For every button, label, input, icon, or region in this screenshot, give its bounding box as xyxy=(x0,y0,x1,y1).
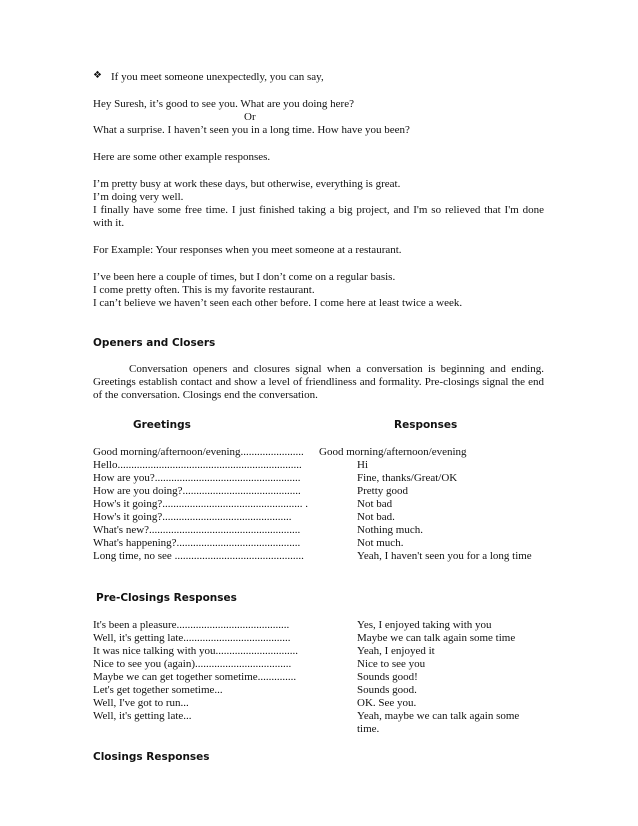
greeting-right: Hi xyxy=(357,459,368,471)
greeting-right: Yeah, I haven't seen you for a long time xyxy=(357,550,532,562)
pre-closing-left: Nice to see you (again)................................... xyxy=(93,658,292,670)
greeting-right: Not much. xyxy=(357,537,404,549)
greeting-left: How are you?..................................................... xyxy=(93,472,301,484)
example-greeting-1: Hey Suresh, it’s good to see you. What are you doing here? xyxy=(93,98,354,110)
pre-closing-right-continued: time. xyxy=(357,723,380,735)
restaurant-response: I’ve been here a couple of times, but I don’t come on a regular basis. xyxy=(93,271,396,283)
closings-heading: Closings Responses xyxy=(93,751,210,763)
greeting-left: What's happening?............................................. xyxy=(93,537,301,549)
pre-closing-left: Well, it's getting late... xyxy=(93,710,192,722)
restaurant-intro: For Example: Your responses when you meet someone at a restaurant. xyxy=(93,244,402,256)
pre-closing-left: It was nice talking with you.............................. xyxy=(93,645,299,657)
greeting-right: Not bad xyxy=(357,498,393,510)
restaurant-response: I come pretty often. This is my favorite restaurant. xyxy=(93,284,315,296)
pre-closings-heading: Pre-Closings Responses xyxy=(96,592,237,604)
greeting-left: Hello................................................................... xyxy=(93,459,302,471)
response-line: I’m doing very well. xyxy=(93,191,184,203)
greeting-right: Good morning/afternoon/evening xyxy=(319,446,467,458)
pre-closing-left: It's been a pleasure......................................... xyxy=(93,619,290,631)
pre-closing-right: Sounds good! xyxy=(357,671,418,683)
four-diamond-bullet-icon xyxy=(93,71,103,81)
greeting-right: Fine, thanks/Great/OK xyxy=(357,472,458,484)
greeting-left: How's it going?............................................... xyxy=(93,511,292,523)
greeting-left: What's new?....................................................... xyxy=(93,524,301,536)
response-line: I’m pretty busy at work these days, but otherwise, everything is great. xyxy=(93,178,401,190)
pre-closing-right: Nice to see you xyxy=(357,658,426,670)
greeting-left: Long time, no see ............................................... xyxy=(93,550,304,562)
pre-closing-right: Yeah, I enjoyed it xyxy=(357,645,435,657)
or-separator: Or xyxy=(244,111,256,123)
bullet-text: If you meet someone unexpectedly, you can say, xyxy=(111,71,324,83)
example-greeting-2: What a surprise. I haven’t seen you in a long time. How have you been? xyxy=(93,124,410,136)
openers-closers-paragraph: Conversation openers and closures signal when a conversation is beginning and ending. Greetings establish contact and show a level of friendliness and formality. Pre-closings signal the end of the conversation. Closings end the conversation. xyxy=(93,363,544,402)
pre-closing-right: Yeah, maybe we can talk again some xyxy=(357,710,520,722)
greeting-right: Nothing much. xyxy=(357,524,423,536)
other-examples-label: Here are some other example responses. xyxy=(93,151,271,163)
greetings-column-heading: Greetings xyxy=(133,419,191,431)
bullet-line xyxy=(93,71,324,84)
pre-closing-right: Sounds good. xyxy=(357,684,417,696)
greeting-left: How's it going?................................................... . xyxy=(93,498,308,510)
pre-closing-right: Maybe we can talk again some time xyxy=(357,632,516,644)
response-paragraph: I finally have some free time. I just finished taking a big project, and I'm so relieved that I'm done with it. xyxy=(93,204,544,230)
pre-closing-left: Well, I've got to run... xyxy=(93,697,189,709)
pre-closing-left: Let's get together sometime... xyxy=(93,684,223,696)
pre-closing-right: OK. See you. xyxy=(357,697,417,709)
greeting-right: Pretty good xyxy=(357,485,409,497)
section-heading-openers-closers: Openers and Closers xyxy=(93,337,216,349)
greeting-left: How are you doing?........................................... xyxy=(93,485,301,497)
pre-closing-right: Yes, I enjoyed taking with you xyxy=(357,619,492,631)
restaurant-response: I can’t believe we haven’t seen each other before. I come here at least twice a week. xyxy=(93,297,463,309)
pre-closing-left: Well, it's getting late....................................... xyxy=(93,632,291,644)
pre-closing-left: Maybe we can get together sometime.............. xyxy=(93,671,297,683)
greeting-right: Not bad. xyxy=(357,511,395,523)
responses-column-heading: Responses xyxy=(394,419,458,431)
greeting-left: Good morning/afternoon/evening....................... xyxy=(93,446,304,458)
